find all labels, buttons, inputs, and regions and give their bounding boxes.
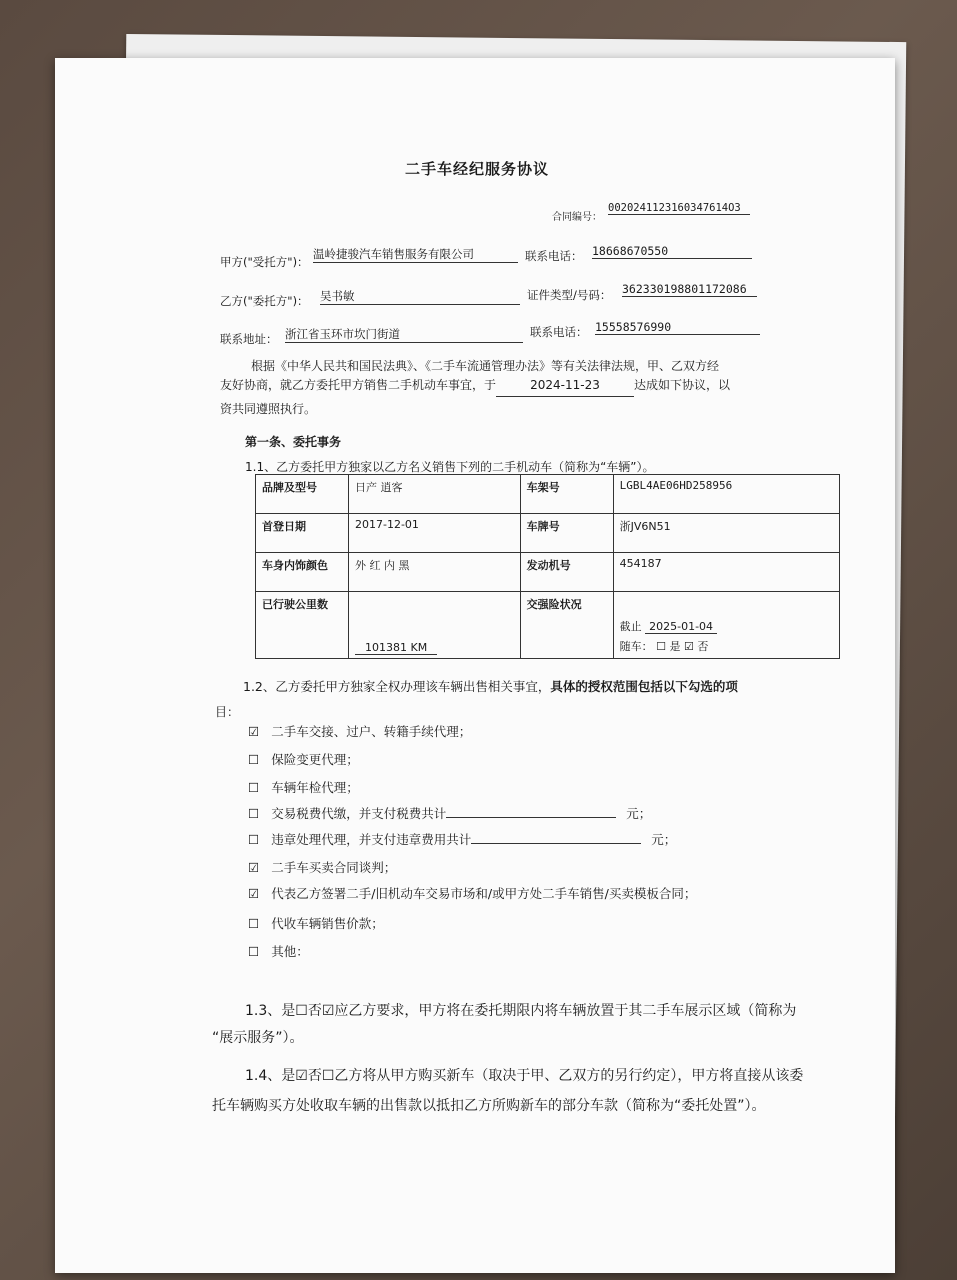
authorization-item-label: 二手车交接、过户、转籍手续代理； (271, 724, 472, 739)
empty-box-icon: ☐ (248, 916, 260, 931)
engine-value: 454187 (613, 553, 839, 592)
mileage-cell (349, 592, 521, 659)
authorization-item (248, 858, 396, 876)
clause-1-3-yes-label: 1.3、是 (245, 1003, 296, 1019)
party-b-phone: 15558576990 (595, 320, 760, 335)
plate-value: 浙JV6N51 (613, 514, 839, 553)
insurance-until-row (620, 618, 833, 634)
address-label: 联系地址： (220, 332, 278, 346)
amount-blank (446, 805, 616, 818)
clause-1-1: 1.1、乙方委托甲方独家以乙方名义销售下列的二手机动车（简称为“车辆”）。 (245, 460, 655, 474)
clause-1-4-text: 乙方将从甲方购买新车（取决于甲、乙双方的另行约定），甲方将直接从该委 (334, 1068, 804, 1084)
empty-box-icon: ☐ (248, 780, 260, 795)
authorization-item-label: 违章处理代理，并支付违章费用共计 (271, 832, 472, 847)
reg-date-value: 2017-12-01 (349, 514, 521, 553)
engine-label: 发动机号 (520, 553, 613, 592)
clause-1-4-no-checkbox: ☐ (321, 1068, 335, 1084)
amount-unit: 元； (626, 806, 652, 821)
authorization-item-label: 交易税费代缴，并支付税费共计 (271, 806, 447, 821)
party-b-name: 吴书敏 (320, 288, 520, 305)
with-car-no-checkbox: ☑ (683, 640, 694, 653)
intro-line-3: 资共同遵照执行。 (220, 402, 317, 416)
authorization-item-label: 代表乙方签署二手/旧机动车交易市场和/或甲方处二手车销售/买卖模板合同； (271, 886, 697, 901)
vin-label: 车架号 (520, 475, 613, 514)
contract-no-label: 合同编号： (552, 212, 602, 223)
authorization-item (248, 804, 651, 822)
agreement-date: 2024-11-23 (496, 374, 634, 397)
clause-1-2-bold: 具体的授权范围包括以下勾选的项 (550, 679, 738, 694)
clause-1-4 (245, 1061, 803, 1091)
vin-value: LGBL4AE06HD258956 (613, 475, 839, 514)
clause-1-3-text: 应乙方要求，甲方将在委托期限内将车辆放置于其二手车展示区域（简称为 (334, 1003, 797, 1019)
clause-1-3-no-checkbox: ☑ (321, 1003, 335, 1019)
authorization-item (248, 942, 309, 960)
authorization-item-label: 保险变更代理； (271, 752, 359, 767)
intro-line-1: 根据《中华人民共和国民法典》、《二手车流通管理办法》等有关法律法规，甲、乙双方经 (251, 359, 720, 373)
authorization-item-label: 车辆年检代理； (271, 780, 359, 795)
with-car-row (620, 638, 833, 654)
clause-1-2-text: 1.2、乙方委托甲方独家全权办理该车辆出售相关事宜， (243, 679, 551, 694)
mileage-label: 已行驶公里数 (256, 592, 349, 659)
amount-unit: 元； (651, 832, 677, 847)
authorization-item-label: 代收车辆销售价款； (271, 916, 384, 931)
party-b-label: 乙方("委托方")： (220, 294, 309, 308)
color-value: 外 红 内 黑 (349, 553, 521, 592)
color-label: 车身内饰颜色 (256, 553, 349, 592)
with-car-yes-checkbox: ☐ (656, 640, 666, 653)
clause-1-4-end: 托车辆购买方处收取车辆的出售款以抵扣乙方所购新车的部分车款（简称为“委托处置”）。 (212, 1098, 766, 1114)
authorization-item-label: 二手车买卖合同谈判； (271, 860, 397, 875)
contract-no: 0020241123160347614O3 (608, 202, 750, 215)
id-label: 证件类型/号码： (527, 288, 612, 302)
with-car-label: 随车： (619, 640, 653, 653)
party-b-phone-label: 联系电话： (530, 325, 588, 339)
party-a-phone: 18668670550 (592, 244, 752, 259)
checked-box-icon: ☑ (248, 724, 260, 739)
clause-1-3-end: “展示服务”）。 (212, 1030, 304, 1046)
insurance-until-value: 2025-01-04 (645, 620, 717, 634)
amount-blank (471, 831, 641, 844)
empty-box-icon: ☐ (248, 752, 260, 767)
party-a-name: 温岭捷骏汽车销售服务有限公司 (313, 246, 518, 263)
section-1-heading: 第一条、委托事务 (245, 435, 342, 449)
empty-box-icon: ☐ (248, 832, 260, 847)
insurance-cell (613, 592, 839, 659)
checked-box-icon: ☑ (248, 886, 260, 901)
intro-line-2a: 友好协商，就乙方委托甲方销售二手机动车事宜，于 (220, 378, 497, 392)
with-car-no-label: 否 (697, 640, 709, 653)
authorization-item (248, 884, 696, 902)
clause-1-3 (245, 996, 796, 1026)
checked-box-icon: ☑ (248, 860, 260, 875)
contract-page (55, 58, 895, 1273)
clause-1-4-no-label: 否 (307, 1068, 322, 1084)
with-car-yes-label: 是 (669, 640, 681, 653)
document-title: 二手车经纪服务协议 (405, 160, 550, 178)
empty-box-icon: ☐ (248, 944, 260, 959)
plate-label: 车牌号 (520, 514, 613, 553)
reg-date-label: 首登日期 (256, 514, 349, 553)
address: 浙江省玉环市坎门街道 (285, 326, 523, 343)
id-number: 362330198801172086 (622, 282, 757, 297)
clause-1-3-no-label: 否 (307, 1003, 322, 1019)
intro-line-2 (220, 374, 730, 397)
clause-1-4-yes-label: 1.4、是 (245, 1068, 296, 1084)
brand-value: 日产 逍客 (349, 475, 521, 514)
clause-1-3-yes-checkbox: ☐ (295, 1003, 308, 1019)
party-a-label: 甲方("受托方")： (220, 255, 309, 269)
authorization-item (248, 722, 471, 740)
vehicle-table (255, 474, 840, 659)
mileage-value: 101381 KM (355, 641, 437, 655)
empty-box-icon: ☐ (248, 806, 260, 821)
authorization-item (248, 750, 359, 768)
insurance-label: 交强险状况 (520, 592, 613, 659)
authorization-item (248, 778, 359, 796)
clause-1-2 (243, 676, 738, 698)
clause-1-4-yes-checkbox: ☑ (295, 1068, 308, 1084)
insurance-until-label: 截止 (619, 620, 642, 633)
intro-line-2b: 达成如下协议，以 (634, 378, 731, 392)
authorization-item (248, 830, 676, 848)
authorization-item-label: 其他： (271, 944, 309, 959)
clause-1-2-end: 目： (215, 705, 240, 719)
party-a-phone-label: 联系电话： (525, 249, 583, 263)
authorization-item (248, 914, 384, 932)
brand-label: 品牌及型号 (256, 475, 349, 514)
